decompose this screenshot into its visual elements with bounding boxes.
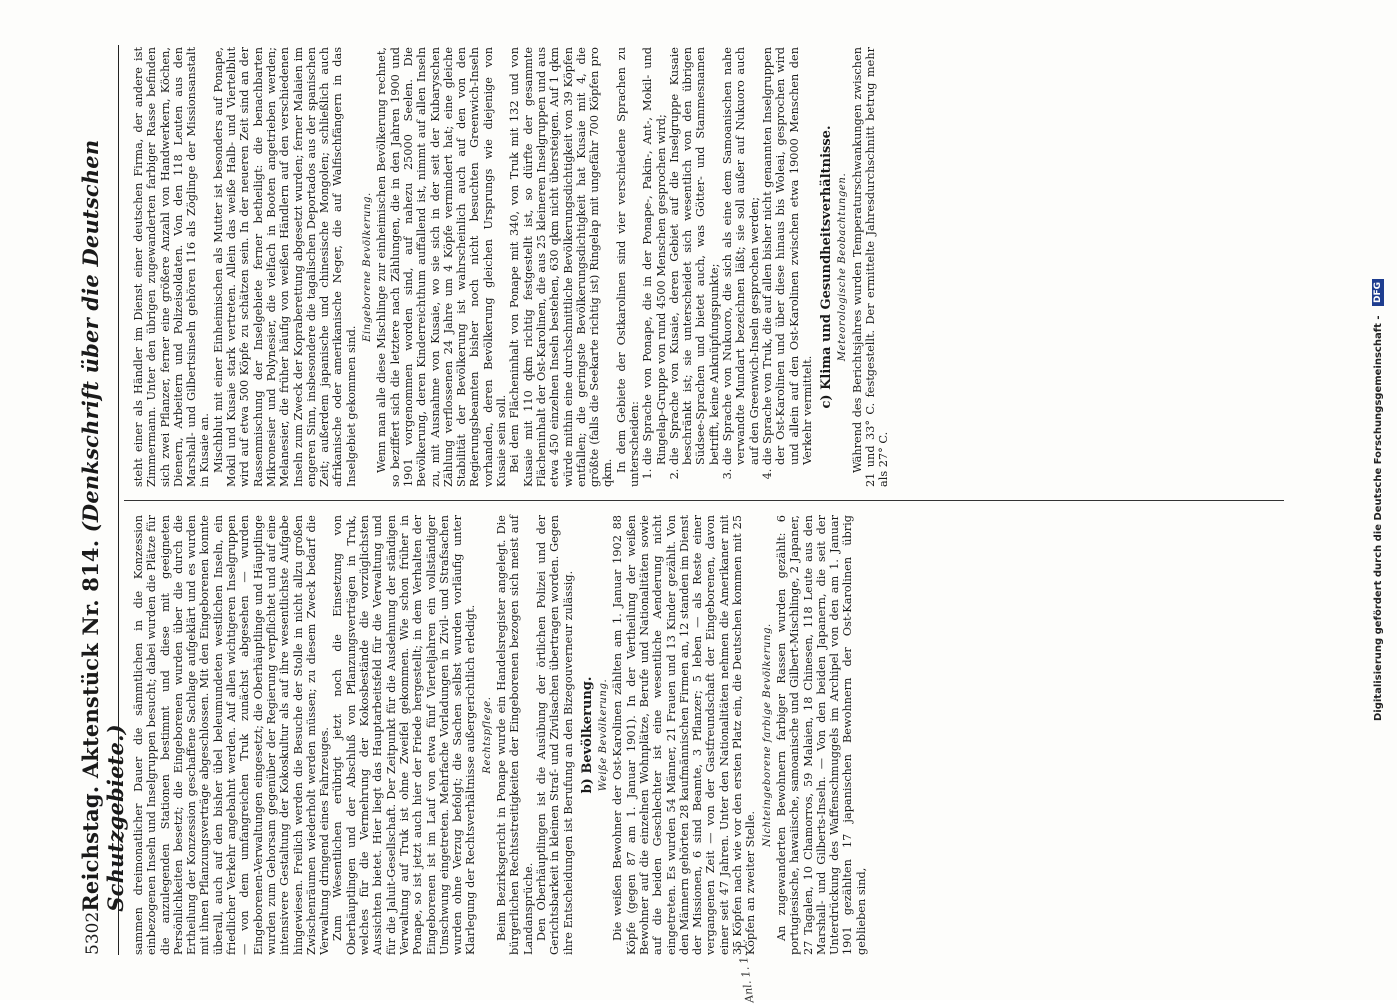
dfg-logo: DFG <box>1372 279 1384 306</box>
digitization-footer <box>1372 0 1384 1000</box>
paragraph: Wenn man alle diese Mischlinge zur einheimischen Bevölkerung rechnet, so beziffert sich die letztere nach Zählungen, die in den Jahren 1900 und 1901 vorgenommen worden sind, auf nahezu 25000 Seelen. Die Bevölkerung, deren Kinderreichthum auffallend ist, nimmt auf allen Inseln zu, mit Ausnahme von Kusaie, wo sie sich in der seit der Kubaryschen Zählung verflossenen 24 Jahre um 4 Köpfe vermindert hat; eine gleiche Stabilität der Bevölkerung ist wahrscheinlich auch auf den von den Regierungsbeamten bisher noch nicht besuchten Greenwich-Inseln vorhanden, deren Bevölkerung gleichen Ursprungs wie diejenige von Kusaie sein soll. <box>375 47 509 487</box>
subheading: Weiße Bevölkerung. <box>598 678 610 792</box>
header-rule <box>118 45 119 955</box>
page-title <box>78 45 128 912</box>
paragraph: steht einer als Händler im Dienst einer deutschen Firma, der andere ist Zimmermann. Unter den übrigen zugewanderten farbiger Rasse befinden sich zwei Pflanzer, ferner eine größere Anzahl von Handwerkern, Köchen, Dienern, Arbeitern und Polizeisoldaten. Von den 118 Leuten aus den Marshall- und Gilbertsinseln gehören 116 als Zöglinge der Missionsanstalt in Kusaie an. <box>132 47 212 487</box>
footer-text: Digitalisierung gefördert durch die Deutsche Forschungsgemeinschaft - <box>1373 315 1384 722</box>
left-column <box>132 515 868 955</box>
section-heading: b) Bevölkerung. <box>579 676 595 794</box>
paragraph: Beim Bezirksgericht in Ponape wurde ein Handelsregister angelegt. Die bürgerlichen Rechtsstreitigkeiten der Eingeborenen bezogen sich meist auf Landansprüche. <box>495 515 535 955</box>
subheading: Meteorologische Beobachtungen. <box>837 172 849 362</box>
list-item: 2. die Sprache von Kusaie, deren Gebiet auf die Inselgruppe Kusaie beschränkt ist; sie unterscheidet sich wesentlich von den übrigen Südsee-Sprachen und bietet auch, was Götter- und Stammesnamen betrifft, keine Anknüpfungspunkte; <box>668 47 721 465</box>
paragraph: Während des Berichtsjahres wurden Temperaturschwankungen zwischen 21 und 33° C. festgestellt. Der ermittelte Jahresdurchschnitt betrug mehr als 27° C. <box>850 47 891 487</box>
paragraph: Bei dem Flächeninhalt von Ponape mit 340, von Truk mit 132 und von Kusaie mit 110 qkm richtig festgestellt ist, so dürfte der gesammte Flächeninhalt der Ost-Karolinen, die aus 25 kleineren Inselgruppen und aus etwa 450 einzelnen Inseln bestehen, 630 qkm nicht übersteigen. Auf 1 qkm würde mithin eine durchschnittliche Bevölkerungsdichtigkeit von 39 Köpfen entfallen; die geringste Bevölkerungsdichtigkeit hat Kusaie mit 4, die größte (falls die Seekarte richtig ist) Ringelap mit ungefähr 700 Köpfen pro qkm. <box>508 47 615 487</box>
page-number: 5302 <box>83 911 103 955</box>
subheading: Eingeborene Bevölkerung. <box>362 192 374 342</box>
subheading: Rechtspflege. <box>481 696 493 774</box>
column-divider <box>124 500 1284 501</box>
right-column <box>132 47 891 487</box>
list-item: 4. die Sprache von Truk, die auf allen bisher nicht genannten Inselgruppen der Ost-Karolinen und über diese hinaus bis Woleai, gesprochen wird und allein auf den Ost-Karolinen zwischen etwa 19000 Menschen den Verkehr vermittelt. <box>761 47 814 465</box>
page-header <box>78 45 128 955</box>
paragraph: sammen dreimonatlicher Dauer die sämmtlichen in die Konzession einbezogenen Inseln und Inselgruppen besucht; dabei wurden die Plätze für die anzulegenden Stationen bestimmt und diese mit geeigneten Persönlichkeiten besetzt; die Eingeborenen wurden über die durch die Ertheilung der Konzession geschaffene Sachlage aufgeklärt und es wurden mit ihnen Pflanzungsverträge abgeschlossen. Mit den Eingeborenen konnte überall, auch auf den bisher übel beleumundeten westlichen Inseln, ein friedlicher Verkehr angebahnt werden. Auf allen wichtigeren Inselgruppen — von dem umfangreichen Truk zunächst abgesehen — wurden Eingeborenen-Verwaltungen eingesetzt; die Oberhäuptlinge und Häuptlinge wurden zum Gehorsam gegenüber der Regierung verpflichtet und auf eine intensivere Gestaltung der Kokoskultur als auf ihre wesentlichste Aufgabe hingewiesen. Freilich werden die Besuche der Stolle in nicht allzu großen Zwischenräumen wiederholt werden müssen; zu diesem Zweck bedarf die Verwaltung dringend eines Fahrzeuges. <box>132 515 332 955</box>
language-list <box>641 47 814 487</box>
paragraph: An zugewanderten Bewohnern farbiger Rassen wurden gezählt: 6 portugiesische, hawaiische, samoanische und Gilbert-Mischlinge, 2 Japaner, 27 Tagalen, 10 Chamorros, 59 Malaien, 18 Chinesen, 118 Leute aus den Marshall- und Gilberts-Inseln. — Von den beiden Japanern, die seit der Unterdrückung des Waffenschmuggels im Archipel von den am 1. Januar 1901 gezählten 17 japanischen Bewohnern der Ost-Karolinen übrig geblieben sind, <box>774 515 868 955</box>
list-item: 1. die Sprache von Ponape, die in der Ponape-, Pakin-, Ant-, Mokil- und Ringelap-Gruppe von rund 4500 Menschen gesprochen wird; <box>641 47 668 465</box>
title-subtitle: (Denkschrift über die Deutschen Schutzgebiete.) <box>78 139 128 912</box>
paragraph: In dem Gebiete der Ostkarolinen sind vier verschiedene Sprachen zu unterscheiden: <box>614 47 641 487</box>
list-item: 3. die Sprache von Nukuoro, die sich als eine dem Samoanischen nahe verwandte Mundart bezeichnen läßt; sie soll außer auf Nukuoro auch auf den Greenwich-Inseln gesprochen werden; <box>721 47 761 465</box>
paragraph: Zum Wesentlichen erübrigt jetzt noch die Einsetzung von Oberhäuptlingen und der Abschluß von Pflanzungsverträgen in Truk, welches für die Vermehrung der Kokosbestände die vorzüglichsten Aussichten bietet. Hier liegt das Hauptarbeitsfeld für die Verwaltung und für die Jaluit-Gesellschaft. Der Zeitpunkt für die Ausdehnung der ständigen Verwaltung auf Truk ist ohne Zweifel gekommen. Wie schon früher in Ponape, so ist jetzt auch hier der Friede hergestellt; in dem Verhalten der Eingeborenen ist im Lauf von etwa fünf Vierteljahren ein vollständiger Umschwung eingetreten. Mehrfache Vorladungen in Zivil- und Strafsachen wurden ohne Verzug befolgt; die Sachen selbst wurden vorläufig unter Klarlegung der Rechtsverhältnisse außergerichtlich erledigt. <box>331 515 478 955</box>
paragraph: Mischblut mit einer Einheimischen als Mutter ist besonders auf Ponape, Mokil und Kusaie stark vertreten. Allein das weiße Halb- und Viertelblut wird auf etwa 500 Köpfe zu schätzen sein. In der neueren Zeit sind an der Rassenmischung der Inselgebiete ferner betheiligt: die benachbarten Mikronesier und Polynesier, die vielfach in Booten angetrieben werden; Melanesier, die früher häufig von weißen Händlern auf den verschiedenen Inseln zum Zweck der Kopraberettung abgesetzt wurden; ferner Malaien im engeren Sinn, insbesondere die tagalischen Deportados aus der spanischen Zeit; außerdem japanische und chinesische Mongolen; schließlich auch afrikanische oder amerikanische Neger, die auf Walfischfängern in das Inselgebiet gekommen sind. <box>211 47 358 487</box>
title-main: Reichstag. Aktenstück Nr. 814. <box>78 539 103 912</box>
margin-annotation: Anl. 1. 1. 1. <box>734 938 757 1004</box>
paragraph: Die weißen Bewohner der Ost-Karolinen zählten am 1. Januar 1902 88 Köpfe (gegen 87 am 1. Januar 1901). In der Vertheilung der weißen Bewohner auf die einzelnen Wohnplätze, Berufe und Nationalitäten sowie auf die beiden Geschlechter ist eine wesentliche Aenderung nicht eingetreten. Es wurden 54 Männer, 21 Frauen und 13 Kinder gezählt. Von den Männern gehörten 28 kaufmännischen Firmen an, 12 standen im Dienst der Missionen, 6 sind Beamte, 3 Pflanzer; 5 leben — als Reste einer vergangenen Zeit — von der Gastfreundschaft der Eingeborenen, davon einer seit 47 Jahren. Unter den Nationalitäten nehmen die Amerikaner mit 35 Köpfen nach wie vor den ersten Platz ein, die Deutschen kommen mit 25 Köpfen an zweiter Stelle. <box>611 515 758 955</box>
section-heading: c) Klima und Gesundheitsverhältnisse. <box>819 125 835 409</box>
subheading: Nichteingeborene farbige Bevölkerung. <box>761 623 773 847</box>
paragraph: Den Oberhäuptlingen ist die Ausübung der örtlichen Polizei und der Gerichtsbarkeit in kleinen Straf- und Zivilsachen übertragen worden. Gegen ihre Entscheidungen ist Berufung an den Bizegouverneur zulässig. <box>534 515 575 955</box>
